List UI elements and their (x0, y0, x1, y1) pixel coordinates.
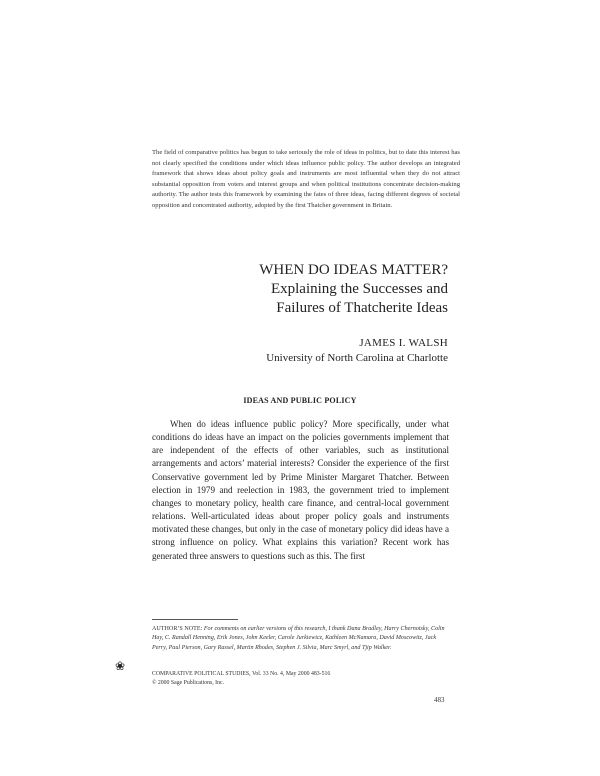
article-title (259, 261, 448, 318)
authors-note (152, 625, 452, 653)
journal-copyright: © 2000 Sage Publications, Inc. (152, 679, 225, 686)
body-paragraph: When do ideas influence public policy? More specifically, under what conditions do ideas have an impact on the policies governments implement that are independent of the effects of other variables, such as institutional arrangements and actors’ material interests? Consider the experience of the first Conservative government led by Prime Minister Margaret Thatcher. Between election in 1979 and reelection in 1983, the government tried to implement changes to monetary policy, health care finance, and central-local government relations. Well-articulated ideas about proper policy goals and instruments motivated these changes, but only in the case of monetary policy did ideas have a strong influence on policy. What explains this variation? Recent work has generated three answers to questions such as this. The first (152, 419, 449, 561)
journal-citation: COMPARATIVE POLITICAL STUDIES, Vol. 33 No. 4, May 2000 483-516 (152, 671, 331, 677)
abstract: The field of comparative politics has begun to take seriously the role of ideas in politics, but to date this interest has not clearly specified the conditions under which ideas influence public policy. The author develops an integrated framework that shows ideas about policy goals and instruments are most influential when they do not attract substantial opposition from voters and interest groups and when political institutions concentrate decision-making authority. The author tests this framework by examining the fates of three ideas, facing different degrees of societal opposition and concentrated authority, adopted by the first Thatcher government in Britain. (152, 149, 460, 209)
author-block (266, 336, 448, 366)
author-affiliation: University of North Carolina at Charlotte (266, 352, 448, 364)
author-name: JAMES I. WALSH (359, 337, 448, 349)
authors-note-text: For comments on earlier versions of this research, I thank Dana Bradley, Harry Chernotsky, Colin Hay, C. Randall Henning, Erik Jones, John Keeler, Carole Jurkiewicz, Kathleen McNamara, David Moscowitz, Jack Perry, Paul Pierson, Gary Rassel, Martin Rhodes, Stephen J. Silvia, Marc Smyrl, and Tjip Walker. (152, 626, 445, 651)
title-line-1: WHEN DO IDEAS MATTER? (259, 262, 448, 278)
footnote-divider (152, 619, 238, 620)
title-line-2: Explaining the Successes and (270, 281, 448, 297)
authors-note-label: AUTHOR’S NOTE: (152, 626, 203, 632)
section-heading: IDEAS AND PUBLIC POLICY (243, 396, 357, 405)
journal-info (152, 670, 330, 687)
title-line-3: Failures of Thatcherite Ideas (276, 300, 448, 316)
sage-logo-icon: ❀ (114, 659, 126, 673)
page-number: 483 (434, 696, 445, 704)
